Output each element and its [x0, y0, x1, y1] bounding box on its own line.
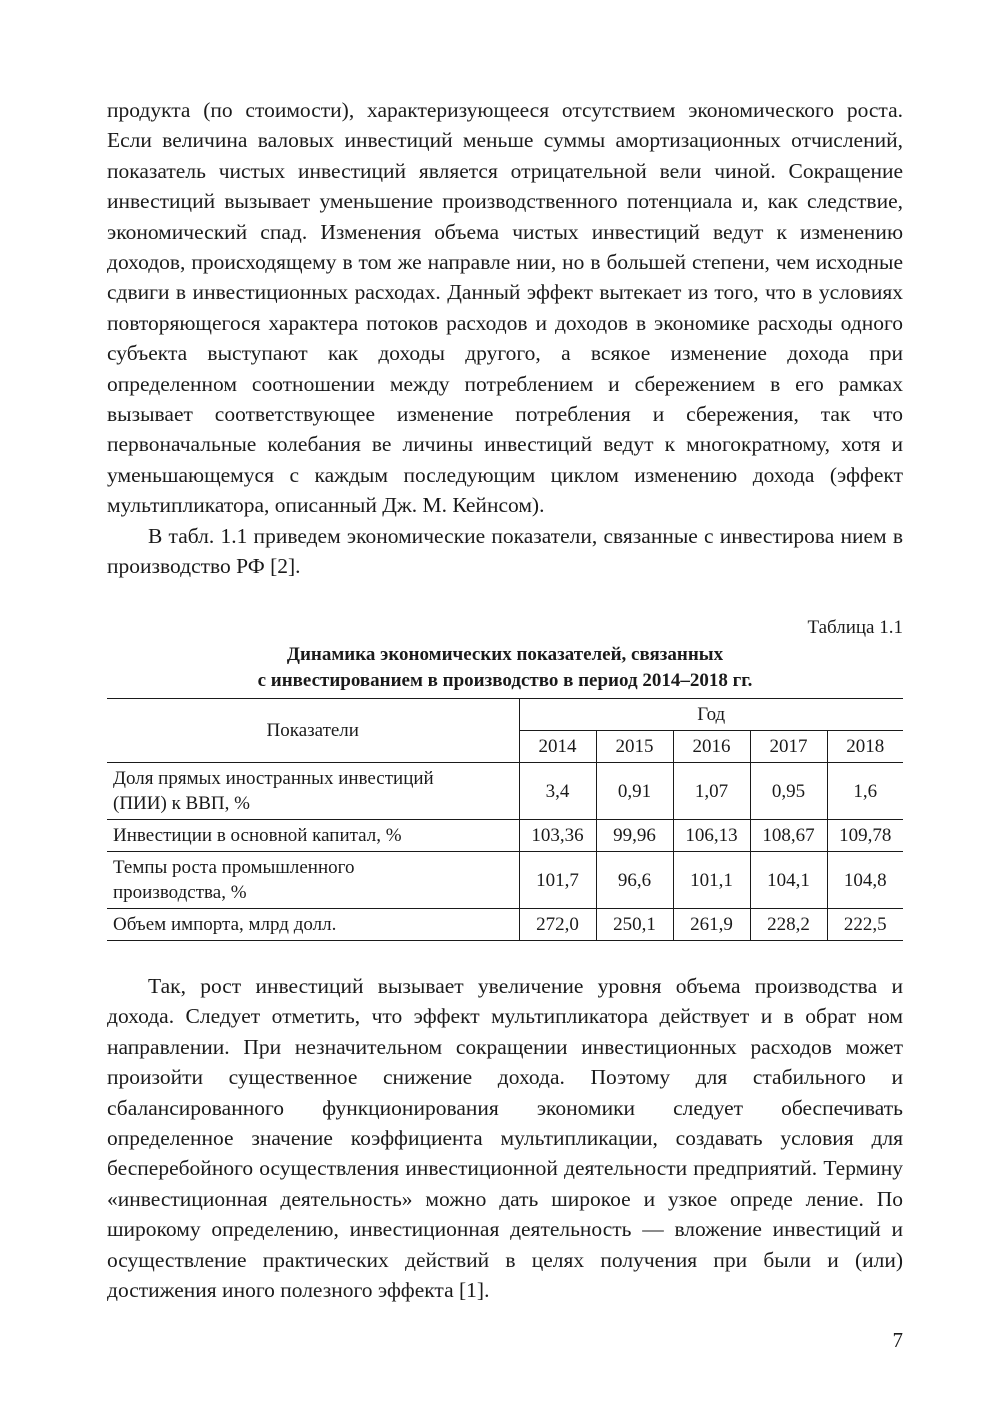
table-title-line: Динамика экономических показателей, связанных: [286, 644, 724, 665]
text-line: потенциала и, как следствие, экономический спад. Изменения объема чистых: [107, 189, 904, 244]
table-title: [107, 642, 903, 694]
header-year-cell: 2017: [750, 731, 827, 763]
text-line: изменение потребления и сбережения, так что первоначальные колебания ве: [107, 402, 903, 457]
body-text-bottom: [107, 971, 903, 1305]
text-line: и дохода. Следует отметить, что эффект мультипликатора действует и в обрат: [107, 974, 903, 1029]
row-label-line: Объем импорта, млрд долл.: [113, 914, 337, 935]
page-number: 7: [892, 1328, 903, 1352]
table-row: [107, 820, 903, 852]
row-label-line: производства, %: [113, 882, 247, 903]
text-line: инвестиций ведут к изменению доходов, происходящему в том же направле: [107, 219, 904, 275]
text-line: ление. По широкому определению, инвестиционная деятельность — вложение: [107, 1186, 904, 1242]
header-year-cell: 2014: [519, 731, 596, 763]
row-label-line: (ПИИ) к ВВП, %: [113, 793, 250, 814]
row-label: [107, 909, 519, 941]
text-line: роста. Если величина валовых инвестиций меньше суммы амортизационных: [107, 98, 903, 153]
table-row: [107, 852, 903, 909]
paragraph-1: [107, 95, 903, 521]
text-line: Данный эффект вытекает из того, что в условиях повторяющегося характера: [107, 280, 903, 335]
value-cell: 0,95: [750, 763, 827, 820]
text-line: бесперебойного осуществления инвестиционной деятельности предприятий.: [107, 1156, 824, 1181]
text-line: может произойти существенное снижение дохода. Поэтому для стабильного: [107, 1034, 903, 1090]
text-line: Термину «инвестиционная деятельность» можно дать широкое и узкое опреде: [107, 1156, 903, 1211]
header-year-cell: 2016: [673, 731, 750, 763]
header-indicators: Показатели: [107, 699, 519, 763]
text-line: как доходы другого, а всякое изменение дохода при определенном соотношении: [107, 341, 903, 396]
text-line: последующим циклом изменению дохода (эффект мультипликатора, описанный: [107, 462, 903, 518]
value-cell: 104,1: [750, 852, 827, 909]
value-cell: 109,78: [827, 820, 903, 852]
value-cell: 228,2: [750, 909, 827, 941]
text-line: определенное значение коэффициента мультипликации, создавать условия для: [107, 1126, 903, 1151]
row-label: [107, 852, 519, 909]
text-line: нием в производство РФ [2].: [107, 523, 904, 579]
text-line: и сбалансированного функционирования экономики следует обеспечивать: [107, 1065, 903, 1120]
header-year-cell: 2015: [596, 731, 673, 763]
value-cell: 96,6: [596, 852, 673, 909]
text-line: В табл. 1.1 приведем экономические показатели, связанные с инвестирова: [148, 523, 835, 548]
indicators-table: [107, 698, 903, 941]
text-line: инвестиций и осуществление практических действий в целях получения при: [107, 1217, 903, 1272]
text-line: отчислений, показатель чистых инвестиций является отрицательной вели: [107, 128, 903, 183]
paragraph-2: [107, 521, 903, 582]
value-cell: 1,6: [827, 763, 903, 820]
row-label-line: Темпы роста промышленного: [113, 857, 355, 878]
value-cell: 99,96: [596, 820, 673, 852]
value-cell: 222,5: [827, 909, 903, 941]
text-line: нии, но в большей степени, чем исходные сдвиги в инвестиционных расходах.: [107, 250, 903, 305]
text-line: продукта (по стоимости), характеризующееся отсутствием экономического: [107, 98, 847, 122]
header-year: Год: [519, 699, 903, 731]
table-row: [107, 763, 903, 820]
table-label: Таблица 1.1: [807, 617, 903, 638]
value-cell: 106,13: [673, 820, 750, 852]
value-cell: 104,8: [827, 852, 903, 909]
table-row: [107, 909, 903, 941]
row-label-line: Доля прямых иностранных инвестиций: [113, 768, 434, 789]
value-cell: 103,36: [519, 820, 596, 852]
text-line: потоков расходов и доходов в экономике расходы одного субъекта выступают: [107, 310, 904, 366]
value-cell: 108,67: [750, 820, 827, 852]
value-cell: 272,0: [519, 909, 596, 941]
table-title-line: с инвестированием в производство в период 2014–2018 гг.: [257, 670, 753, 691]
text-line: чиной. Сокращение инвестиций вызывает уменьшение производственного: [107, 158, 904, 214]
text-line: были и (или) достижения иного полезного эффекта [1].: [107, 1247, 904, 1303]
value-cell: 101,7: [519, 852, 596, 909]
text-line: Дж. М. Кейнсом).: [382, 493, 545, 518]
body-text-top: [107, 95, 903, 582]
paragraph-3: [107, 971, 903, 1305]
table-header-row: [107, 699, 903, 731]
text-line: личины инвестиций ведут к многократному, хотя и уменьшающемуся с каждым: [107, 432, 904, 487]
row-label: [107, 820, 519, 852]
row-label-line: Инвестиции в основной капитал, %: [113, 825, 402, 846]
text-line: между потреблением и сбережением в его рамках вызывает соответствующее: [107, 371, 903, 427]
header-year-cell: 2018: [827, 731, 903, 763]
row-label: [107, 763, 519, 820]
value-cell: 1,07: [673, 763, 750, 820]
text-line: ном направлении. При незначительном сокращении инвестиционных расходов: [107, 1004, 904, 1059]
value-cell: 3,4: [519, 763, 596, 820]
text-line: Так, рост инвестиций вызывает увеличение уровня объема производства: [148, 974, 892, 998]
value-cell: 250,1: [596, 909, 673, 941]
value-cell: 261,9: [673, 909, 750, 941]
value-cell: 0,91: [596, 763, 673, 820]
value-cell: 101,1: [673, 852, 750, 909]
